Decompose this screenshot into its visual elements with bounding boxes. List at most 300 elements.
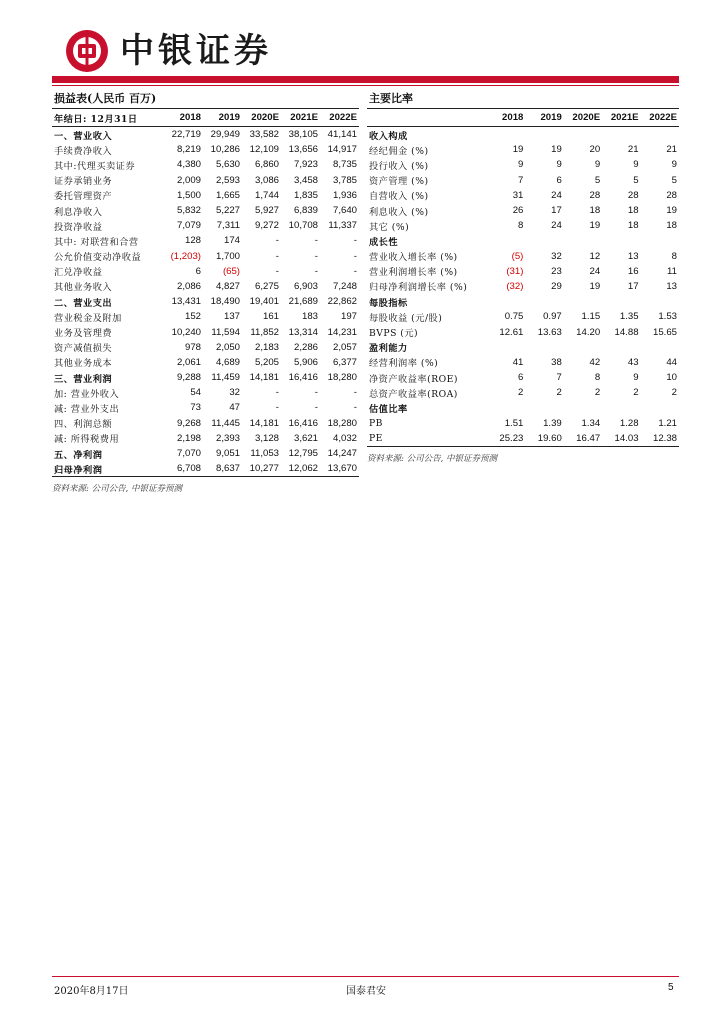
cell-value: 4,380 xyxy=(176,159,201,171)
cell-value: - xyxy=(275,402,279,414)
cell-value: 1.39 xyxy=(543,417,562,429)
row-label: 成长性 xyxy=(369,236,399,248)
section-header-row xyxy=(367,127,679,143)
cell-value: 10,277 xyxy=(249,463,279,475)
cell-value: 5,906 xyxy=(293,356,318,368)
cell-value: 7,248 xyxy=(332,280,357,292)
cell-value: 22,719 xyxy=(171,129,201,141)
cell-value: 28 xyxy=(589,189,601,201)
year-header: 2020E xyxy=(242,109,281,127)
cell-value: 2 xyxy=(518,387,524,399)
cell-value: 6 xyxy=(556,174,562,186)
table-row xyxy=(367,249,679,264)
table-row xyxy=(367,279,679,294)
key-ratios-panel xyxy=(367,90,679,464)
row-label: 归母净利润增长率 (%) xyxy=(369,282,468,294)
cell-value: 9 xyxy=(518,159,524,171)
cell-value: 1.28 xyxy=(619,417,639,429)
cell-value: 21 xyxy=(627,144,639,156)
cell-value: 11,445 xyxy=(211,417,240,429)
cell-value: - xyxy=(353,402,357,414)
row-label: 估值比率 xyxy=(369,403,408,415)
cell-value: 13,431 xyxy=(171,296,201,308)
table-row xyxy=(52,233,359,248)
cell-value: - xyxy=(275,235,279,247)
cell-value: 9,051 xyxy=(215,448,240,460)
cell-value: (65) xyxy=(222,265,240,277)
year-header: 2021E xyxy=(602,109,640,127)
row-label: 净资产收益率(ROE) xyxy=(369,373,458,385)
cell-value: 14,917 xyxy=(327,144,357,156)
cell-value: 3,128 xyxy=(254,432,279,444)
cell-value: 7 xyxy=(518,174,524,186)
cell-value: 54 xyxy=(190,387,201,399)
cell-value: 2,593 xyxy=(215,174,240,186)
key-ratios-table xyxy=(367,109,679,446)
cell-value: 5,630 xyxy=(215,159,240,171)
table-row xyxy=(367,416,679,431)
cell-value: 19 xyxy=(551,144,562,156)
table-row xyxy=(367,385,679,400)
year-header: 2019 xyxy=(525,109,563,127)
row-label: 收入构成 xyxy=(369,130,408,142)
cell-value: - xyxy=(353,265,357,277)
table-row xyxy=(52,157,359,172)
table-row xyxy=(367,203,679,218)
cell-value: 18,280 xyxy=(327,372,357,384)
cell-value: 18 xyxy=(627,220,639,232)
cell-value: 1.21 xyxy=(658,417,677,429)
cell-value: 2,050 xyxy=(215,341,240,353)
table-row xyxy=(52,400,359,415)
table-row xyxy=(52,385,359,400)
row-label: 其他业务成本 xyxy=(54,358,113,370)
cell-value: 42 xyxy=(589,356,601,368)
row-label: 五、净利润 xyxy=(54,449,103,461)
cell-value: 5,832 xyxy=(176,205,201,217)
row-label: 利息收入 (%) xyxy=(369,206,429,218)
cell-value: 2,286 xyxy=(293,341,318,353)
table-row xyxy=(52,309,359,324)
cell-value: (31) xyxy=(506,265,524,277)
cell-value: 18,280 xyxy=(327,417,357,429)
table-row xyxy=(367,370,679,385)
cell-value: 29 xyxy=(551,280,562,292)
cell-value: 2 xyxy=(671,387,677,399)
footer-company: 国泰君安 xyxy=(346,986,386,997)
row-label: 归母净利润 xyxy=(54,464,103,476)
cell-value: 18 xyxy=(589,205,601,217)
cell-value: 19 xyxy=(589,280,601,292)
cell-value: 16.47 xyxy=(576,432,601,444)
cell-value: 3,621 xyxy=(293,432,318,444)
cell-value: 6 xyxy=(195,265,201,277)
cell-value: 13.63 xyxy=(537,326,562,338)
cell-value: 11,053 xyxy=(250,448,279,460)
table-row xyxy=(52,264,359,279)
cell-value: 19 xyxy=(512,144,524,156)
row-label: 四、利润总额 xyxy=(54,419,113,431)
cell-value: 7,311 xyxy=(216,220,240,232)
row-label: 二、营业支出 xyxy=(54,297,113,309)
table-row xyxy=(52,279,359,294)
key-ratios-title: 主要比率 xyxy=(367,90,679,109)
table-row xyxy=(367,188,679,203)
table-row xyxy=(52,324,359,339)
row-label: 经营利润率 (%) xyxy=(369,358,439,370)
cell-value: 4,032 xyxy=(332,432,357,444)
cell-value: - xyxy=(353,250,357,262)
row-label: 加: 营业外收入 xyxy=(54,388,120,400)
cell-value: 1,744 xyxy=(254,189,279,201)
table-row xyxy=(52,203,359,218)
header-rule xyxy=(52,76,679,83)
row-label: 其中:代理买卖证券 xyxy=(54,160,136,172)
cell-value: 6,708 xyxy=(176,463,201,475)
cell-value: - xyxy=(314,235,318,247)
cell-value: 41 xyxy=(512,356,524,368)
cell-value: 13 xyxy=(627,250,639,262)
footer-page-number: 5 xyxy=(668,982,674,993)
cell-value: 13,670 xyxy=(327,463,357,475)
cell-value: 17 xyxy=(551,205,562,217)
cell-value: 26 xyxy=(512,205,524,217)
cell-value: 1.34 xyxy=(581,417,601,429)
cell-value: 31 xyxy=(512,189,524,201)
cell-value: 137 xyxy=(223,311,240,323)
year-header: 2022E xyxy=(641,109,679,127)
row-label: 每股指标 xyxy=(369,297,408,309)
cell-value: 6,377 xyxy=(332,356,357,368)
row-label: BVPS (元) xyxy=(369,328,419,340)
year-header: 2018 xyxy=(487,109,525,127)
row-label: 资产减值损失 xyxy=(54,343,113,355)
cell-value: 14,247 xyxy=(327,448,357,460)
cell-value: 6,275 xyxy=(254,280,279,292)
cell-value: 5,205 xyxy=(254,356,279,368)
table-header-row xyxy=(52,109,359,127)
cell-value: 21,689 xyxy=(288,296,318,308)
cell-value: 978 xyxy=(184,341,201,353)
cell-value: 2,009 xyxy=(176,174,201,186)
cell-value: 8,735 xyxy=(332,159,357,171)
cell-value: 1.51 xyxy=(504,417,524,429)
cell-value: 3,785 xyxy=(332,174,357,186)
cell-value: 22,862 xyxy=(327,296,357,308)
cell-value: 18,490 xyxy=(210,296,240,308)
cell-value: 2,183 xyxy=(254,341,279,353)
cell-value: 21 xyxy=(666,144,677,156)
cell-value: 41,141 xyxy=(327,129,357,141)
cell-value: 5,927 xyxy=(254,205,279,217)
section-header-row xyxy=(367,340,679,355)
cell-value: 11,459 xyxy=(211,372,240,384)
section-header-row xyxy=(367,294,679,309)
table-row xyxy=(52,218,359,233)
cell-value: 28 xyxy=(627,189,639,201)
cell-value: 19.60 xyxy=(537,432,562,444)
cell-value: 0.97 xyxy=(543,311,562,323)
cell-value: 38 xyxy=(551,356,562,368)
table-row xyxy=(367,355,679,370)
cell-value: - xyxy=(353,235,357,247)
table-row xyxy=(52,461,359,476)
cell-value: 24 xyxy=(551,220,562,232)
cell-value: 1.53 xyxy=(658,311,677,323)
cell-value: 17 xyxy=(627,280,639,292)
cell-value: 13,656 xyxy=(288,144,318,156)
cell-value: 7,640 xyxy=(332,205,357,217)
cell-value: 1.15 xyxy=(581,311,601,323)
cell-value: 24 xyxy=(589,265,601,277)
cell-value: 9,272 xyxy=(254,220,279,232)
cell-value: 14.88 xyxy=(614,326,639,338)
cell-value: 7,079 xyxy=(176,220,201,232)
cell-value: 7,070 xyxy=(176,448,201,460)
cell-value: 183 xyxy=(301,311,318,323)
header-rule-thin xyxy=(52,85,679,86)
row-label: PB xyxy=(369,417,383,429)
cell-value: 33,582 xyxy=(249,129,279,141)
cell-value: 6,839 xyxy=(293,205,318,217)
cell-value: 13 xyxy=(666,280,677,292)
cell-value: 152 xyxy=(184,311,201,323)
cell-value: 16,416 xyxy=(288,372,318,384)
cell-value: 11,852 xyxy=(250,326,279,338)
ratio-header-blank xyxy=(367,109,487,127)
income-statement-title: 损益表(人民币 百万) xyxy=(52,90,359,109)
logo xyxy=(64,28,272,74)
cell-value: - xyxy=(314,402,318,414)
cell-value: 12,795 xyxy=(288,448,318,460)
cell-value: 1,936 xyxy=(332,189,357,201)
row-label: 营业收入增长率 (%) xyxy=(369,252,458,264)
cell-value: 47 xyxy=(229,402,240,414)
cell-value: 2 xyxy=(633,387,639,399)
cell-value: 2,393 xyxy=(215,432,240,444)
table-row xyxy=(52,431,359,446)
cell-value: 24 xyxy=(551,189,562,201)
cell-value: 38,105 xyxy=(288,129,318,141)
row-label: 业务及管理费 xyxy=(54,328,113,340)
cell-value: - xyxy=(275,265,279,277)
cell-value: - xyxy=(314,265,318,277)
cell-value: 19 xyxy=(589,220,601,232)
cell-value: 18 xyxy=(666,220,677,232)
cell-value: 6 xyxy=(518,372,524,384)
year-header: 2020E xyxy=(564,109,602,127)
row-label: 每股收益 (元/股) xyxy=(369,312,443,324)
table-row xyxy=(52,249,359,264)
cell-value: 11,337 xyxy=(328,220,357,232)
income-statement-panel xyxy=(52,90,359,494)
cell-value: 9,268 xyxy=(176,417,201,429)
cell-value: 5 xyxy=(671,174,677,186)
cell-value: 2 xyxy=(594,387,601,399)
table-row xyxy=(52,416,359,431)
table-row xyxy=(52,340,359,355)
table-row xyxy=(52,142,359,157)
row-label: 证券承销业务 xyxy=(54,176,113,188)
cell-value: (32) xyxy=(506,280,524,292)
cell-value: 29,949 xyxy=(210,129,240,141)
cell-value: 174 xyxy=(223,235,240,247)
row-label: 其中: 对联营和合营 xyxy=(54,236,139,248)
cell-value: 9 xyxy=(633,159,639,171)
table-row xyxy=(52,355,359,370)
cell-value: 2 xyxy=(556,387,562,399)
cell-value: 14,231 xyxy=(327,326,357,338)
cell-value: 2,057 xyxy=(332,341,357,353)
cell-value: 1,500 xyxy=(176,189,201,201)
row-label: 总资产收益率(ROA) xyxy=(369,388,458,400)
cell-value: - xyxy=(353,387,357,399)
cell-value: 128 xyxy=(184,235,201,247)
cell-value: 9,288 xyxy=(176,372,201,384)
footer-date: 2020年8月17日 xyxy=(54,986,129,997)
cell-value: 1,665 xyxy=(215,189,240,201)
row-label: 营业税金及附加 xyxy=(54,312,122,324)
cell-value: 11,594 xyxy=(211,326,240,338)
cell-value: 44 xyxy=(666,356,677,368)
table-row xyxy=(367,218,679,233)
year-header: 2021E xyxy=(281,109,320,127)
cell-value: 23 xyxy=(551,265,562,277)
cell-value: 7 xyxy=(556,372,562,384)
cell-value: 12 xyxy=(589,250,601,262)
cell-value: 18 xyxy=(627,205,639,217)
cell-value: (5) xyxy=(511,250,524,262)
cell-value: (1,203) xyxy=(170,250,201,262)
cell-value: 32 xyxy=(229,387,240,399)
table-row xyxy=(52,370,359,385)
section-header-row xyxy=(367,400,679,415)
income-statement-table xyxy=(52,109,359,476)
row-label: 利息净收入 xyxy=(54,206,103,218)
cell-value: 10 xyxy=(666,372,677,384)
cell-value: 14,181 xyxy=(249,417,279,429)
cell-value: 25.23 xyxy=(499,432,524,444)
cell-value: 5 xyxy=(633,174,639,186)
cell-value: 11 xyxy=(667,265,677,277)
cell-value: - xyxy=(314,250,318,262)
cell-value: 43 xyxy=(627,356,639,368)
cell-value: 2,061 xyxy=(176,356,201,368)
table-row xyxy=(367,173,679,188)
cell-value: 4,689 xyxy=(215,356,240,368)
year-header: 2019 xyxy=(203,109,242,127)
row-label: 减: 所得税费用 xyxy=(54,434,120,446)
table-row xyxy=(367,309,679,324)
row-label: 盈利能力 xyxy=(369,343,408,355)
year-header: 2018 xyxy=(164,109,203,127)
cell-value: 73 xyxy=(190,402,201,414)
cell-value: 14.20 xyxy=(576,326,601,338)
cell-value: 10,708 xyxy=(288,220,318,232)
cell-value: 15.65 xyxy=(652,326,677,338)
cell-value: - xyxy=(275,250,279,262)
fiscal-year-end-label: 年结日: 12月31日 xyxy=(52,109,164,127)
cell-value: 12,109 xyxy=(249,144,279,156)
row-label: 自营收入 (%) xyxy=(369,191,429,203)
cell-value: 19 xyxy=(666,205,677,217)
cell-value: 8 xyxy=(594,372,601,384)
cell-value: 20 xyxy=(589,144,601,156)
table-row xyxy=(52,294,359,309)
cell-value: 3,086 xyxy=(254,174,279,186)
cell-value: 161 xyxy=(262,311,279,323)
table-row xyxy=(367,264,679,279)
cell-value: 0.75 xyxy=(504,311,524,323)
table-header-row xyxy=(367,109,679,127)
section-header-row xyxy=(367,233,679,248)
cell-value: 10,240 xyxy=(171,326,201,338)
cell-value: 1.35 xyxy=(619,311,639,323)
table-row xyxy=(367,324,679,339)
cell-value: 7,923 xyxy=(293,159,318,171)
cell-value: 2,198 xyxy=(176,432,201,444)
cell-value: 9 xyxy=(556,159,562,171)
footer-rule xyxy=(52,976,679,977)
row-label: 资产管理 (%) xyxy=(369,176,429,188)
row-label: 经纪佣金 (%) xyxy=(369,145,429,157)
source-note: 资料来源: 公司公告, 中银证券预测 xyxy=(367,446,679,464)
table-row xyxy=(52,173,359,188)
table-row xyxy=(367,431,679,446)
cell-value: - xyxy=(275,387,279,399)
row-label: 投资净收益 xyxy=(54,221,103,233)
cell-value: 3,458 xyxy=(293,174,318,186)
row-label: 营业利润增长率 (%) xyxy=(369,267,458,279)
cell-value: 19,401 xyxy=(249,296,279,308)
row-label: 其它 (%) xyxy=(369,221,410,233)
cell-value: 16 xyxy=(627,265,639,277)
row-label: 投行收入 (%) xyxy=(369,160,429,172)
year-header: 2022E xyxy=(320,109,359,127)
cell-value: 12.61 xyxy=(499,326,524,338)
cell-value: 12.38 xyxy=(652,432,677,444)
cell-value: 9 xyxy=(671,159,677,171)
cell-value: 16,416 xyxy=(288,417,318,429)
cell-value: 8 xyxy=(518,220,524,232)
cell-value: 28 xyxy=(666,189,677,201)
cell-value: 1,835 xyxy=(293,189,318,201)
cell-value: - xyxy=(314,387,318,399)
row-label: 汇兑净收益 xyxy=(54,267,103,279)
cell-value: 14,181 xyxy=(249,372,279,384)
cell-value: 2,086 xyxy=(176,280,201,292)
cell-value: 12,062 xyxy=(288,463,318,475)
table-row xyxy=(52,127,359,143)
table-row xyxy=(52,446,359,461)
table-row xyxy=(367,142,679,157)
cell-value: 6,860 xyxy=(254,159,279,171)
row-label: 委托管理资产 xyxy=(54,191,113,203)
cell-value: 9 xyxy=(633,372,639,384)
cell-value: 6,903 xyxy=(293,280,318,292)
row-label: PE xyxy=(369,432,383,444)
bank-of-china-logo-icon xyxy=(64,28,110,74)
cell-value: 10,286 xyxy=(210,144,240,156)
table-row xyxy=(52,188,359,203)
row-label: 手续费净收入 xyxy=(54,145,113,157)
source-note: 资料来源: 公司公告, 中银证券预测 xyxy=(52,476,359,494)
cell-value: 8 xyxy=(671,250,677,262)
cell-value: 9 xyxy=(594,159,601,171)
cell-value: 4,827 xyxy=(215,280,240,292)
cell-value: 32 xyxy=(551,250,562,262)
cell-value: 5,227 xyxy=(215,205,240,217)
